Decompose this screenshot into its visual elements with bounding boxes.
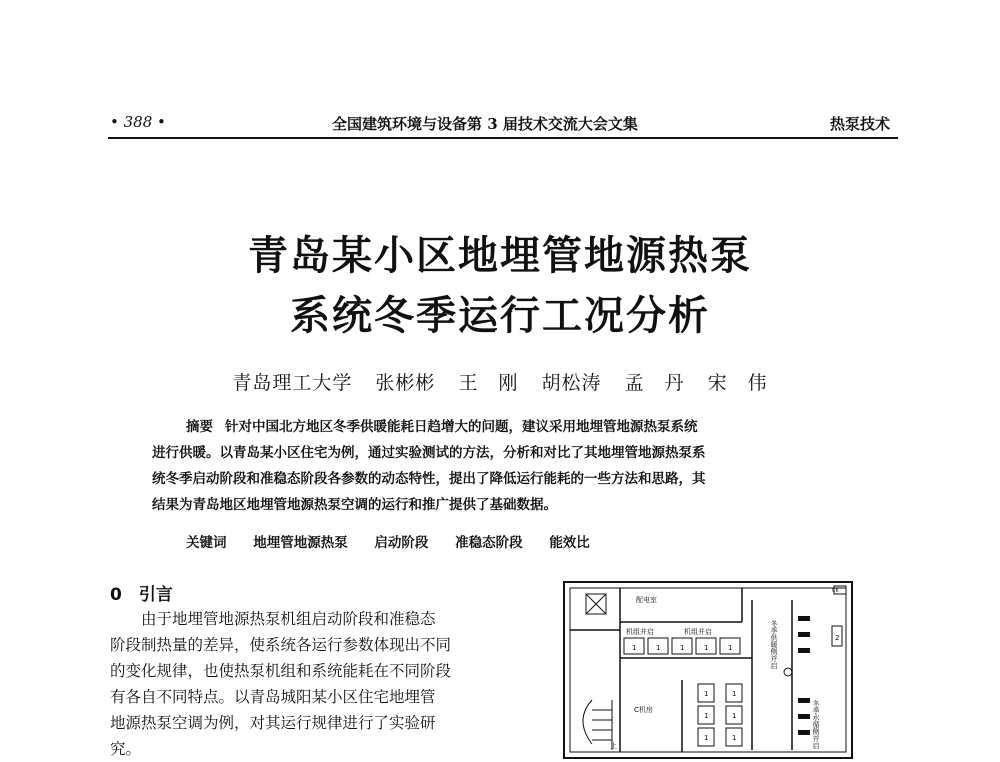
unit-mark: 1 <box>732 734 737 742</box>
journal-title: 全国建筑环境与设备第 3 届技术交流大会文集 <box>332 115 638 133</box>
pump-blocks <box>798 616 810 735</box>
corner-label: CK <box>832 588 839 594</box>
side-label: 2 <box>835 634 840 642</box>
header-rule <box>108 137 898 139</box>
floor-plan-drawing <box>562 580 854 760</box>
abstract-line: 统冬季启动阶段和准稳态阶段各参数的动态特性，提出了降低运行能耗的一些方法和思路，其 <box>152 471 706 487</box>
affiliation: 青岛理工大学 <box>232 372 353 394</box>
unit-mark: 1 <box>704 712 709 720</box>
section-name: 热泵技术 <box>829 115 890 133</box>
unit-mark: 1 <box>656 644 661 652</box>
unit-mark: 1 <box>732 712 737 720</box>
unit-mark: 1 <box>732 690 737 698</box>
abstract-label: 摘要 <box>186 419 213 435</box>
author-name: 宋 伟 <box>707 372 768 394</box>
author-name: 孟 丹 <box>624 372 685 394</box>
author-name: 胡松涛 <box>541 372 602 394</box>
abstract-line: 摘要 针对中国北方地区冬季供暖能耗日趋增大的问题，建议采用地埋管地源热泵系统 <box>186 419 698 435</box>
abstract-line: 结果为青岛地区地埋管地源热泵空调的运行和推广提供了基础数据。 <box>152 497 557 513</box>
abstract-line: 进行供暖。以青岛某小区住宅为例，通过实验测试的方法，分析和对比了其地埋管地源热泵系 <box>152 445 706 461</box>
keyword: 能效比 <box>549 535 590 551</box>
group-a-label: 机组并启 <box>626 628 654 636</box>
intro-paragraph: 由于地埋管地源热泵机组启动阶段和准稳态 阶段制热量的差异，使系统各运行参数体现出不同 的变化规律，也使热泵机组和系统能耗在不同阶段 有各自不同特点。以青岛城阳某小区住宅地埋管 地源热泵空调为例，对其运行规律进行了实验研 究。 <box>110 610 452 758</box>
running-header <box>110 113 898 137</box>
power-room-box-icon <box>586 594 606 614</box>
unit-mark: 1 <box>704 644 709 652</box>
stair-icon <box>583 700 612 750</box>
unit-mark: 1 <box>704 734 709 742</box>
unit-mark: 1 <box>680 644 685 652</box>
keyword: 地埋管地源热泵 <box>253 535 348 551</box>
pump-b-label: 冬季水循侧并启 <box>812 700 820 749</box>
keywords-label: 关键词 <box>186 535 227 551</box>
stair-up-label: 上 <box>610 742 617 750</box>
room-c-label: C机房 <box>634 706 653 714</box>
keywords <box>152 530 858 556</box>
group-b-label: 机组并启 <box>684 628 712 636</box>
room-power-label: 配电室 <box>636 596 657 604</box>
keyword: 准稳态阶段 <box>455 535 523 551</box>
unit-mark: 1 <box>632 644 637 652</box>
section-heading: 0 引言 <box>110 585 173 605</box>
plan-inner-wall <box>570 588 846 752</box>
paper-title-line2: 系统冬季运行工况分析 <box>290 292 710 339</box>
unit-mark: 1 <box>704 690 709 698</box>
pump-a-label: 冬季供暖侧并启 <box>770 620 778 669</box>
keyword: 启动阶段 <box>374 535 429 551</box>
author-name: 张彬彬 <box>375 372 436 394</box>
floor-plan-figure <box>562 580 854 760</box>
author-line <box>0 368 1000 395</box>
unit-mark: 1 <box>728 644 733 652</box>
valve-icon <box>784 668 792 676</box>
paper-title-line1: 青岛某小区地埋管地源热泵 <box>248 232 752 279</box>
page-number: • 388 • <box>110 113 166 131</box>
author-name: 王 刚 <box>458 372 519 394</box>
